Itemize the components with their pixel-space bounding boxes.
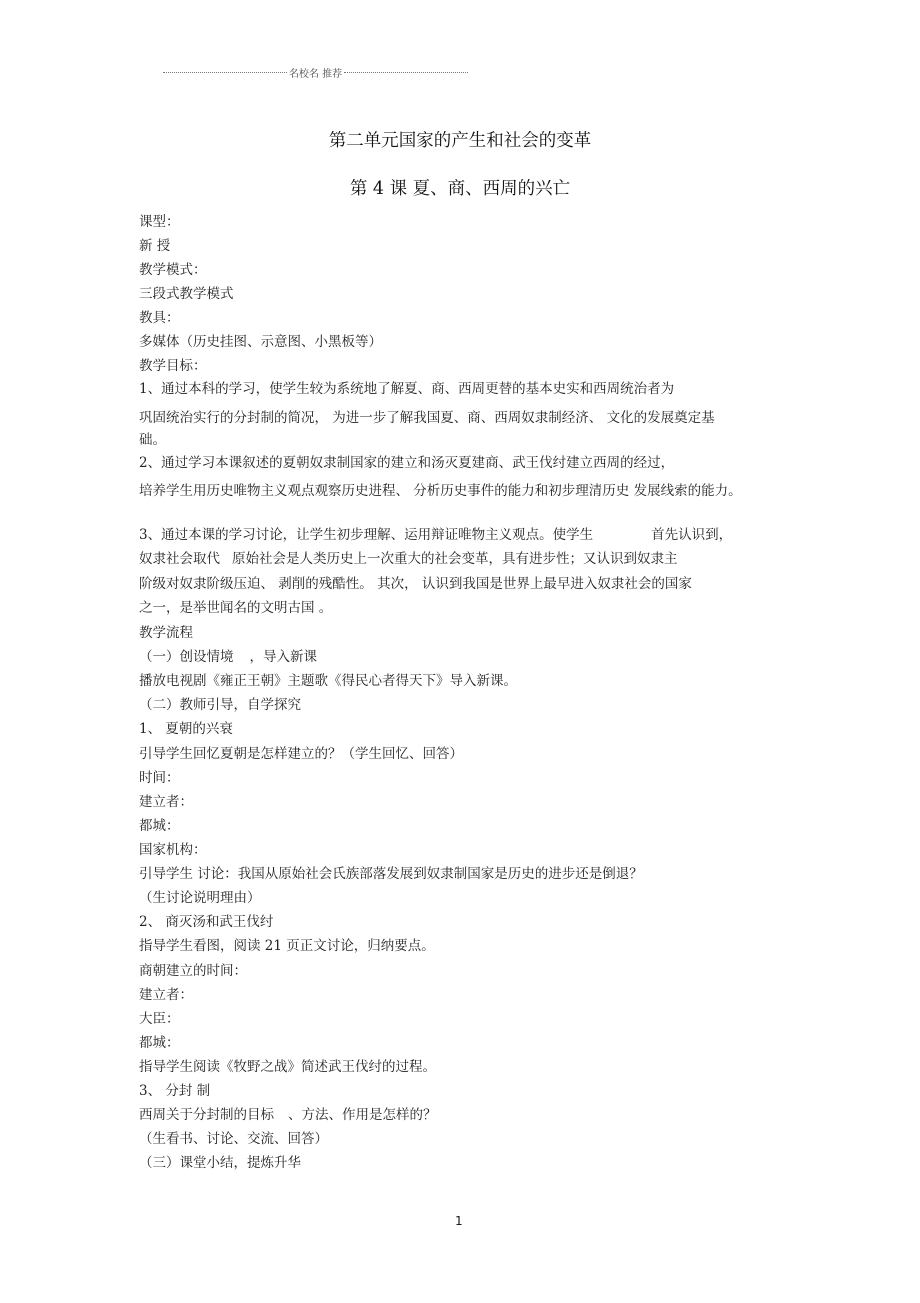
text-fragment: 3、通过本课的学习讨论，让学生初步理解、运用辩证唯物主义观点。使学生 — [139, 527, 594, 543]
text-line: 建立者： — [139, 794, 193, 810]
page-header — [163, 65, 468, 80]
text-line: 巩固统治实行的分封制的简况， 为进一步了解我国夏、商、西周奴隶制经济、 文化的发展奠定基 — [139, 410, 715, 426]
text-line: 2、 商灭汤和武王伐纣 — [139, 914, 274, 930]
text-fragment: 首先认识到， — [651, 527, 733, 543]
text-line: 教学目标： — [139, 358, 207, 374]
text-line: 国家机构： — [139, 842, 207, 858]
text-line — [139, 551, 678, 567]
text-line: 引导学生回忆夏朝是怎样建立的？（学生回忆、回答） — [139, 746, 463, 762]
unit-title: 第二单元国家的产生和社会的变革 — [328, 131, 592, 151]
text-line: 都城： — [139, 1035, 180, 1051]
text-line: 指导学生阅读《牧野之战》简述武王伐纣的过程。 — [139, 1059, 436, 1075]
text-line: 多媒体（历史挂图、示意图、小黑板等） — [139, 334, 382, 350]
text-line — [139, 649, 317, 665]
text-line: 阶级对奴隶阶级压迫、 剥削的残酷性。 其次， 认识到我国是世界上最早进入奴隶社会的国家 — [139, 576, 692, 592]
text-line: 大臣： — [139, 1011, 180, 1027]
text-line: 之一，是举世闻名的文明古国 。 — [139, 600, 333, 616]
text-line: 播放电视剧《雍正王朝》主题歌《得民心者得天下》导入新课。 — [139, 673, 517, 689]
text-line: 建立者： — [139, 987, 193, 1003]
text-line: 时间： — [139, 770, 180, 786]
text-line: 1、 夏朝的兴衰 — [139, 721, 233, 737]
text-line: 培养学生用历史唯物主义观点观察历史进程、 分析历史事件的能力和初步理清历史 发展线索的能力。 — [139, 483, 742, 499]
text-line — [139, 1107, 437, 1123]
text-fragment: 西周关于分封制的目标 — [139, 1107, 274, 1123]
text-line: 2、通过学习本课叙述的夏朝奴隶制国家的建立和汤灭夏建商、武王伐纣建立西周的经过， — [139, 455, 675, 471]
text-line: 指导学生看图，阅读 21 页正文讨论，归纳要点。 — [139, 938, 435, 954]
text-fragment: ，导入新课 — [249, 649, 317, 665]
text-line: 教学流程 — [139, 625, 193, 641]
text-fragment: 原始社会是人类历史上一次重大的社会变革，具有进步性；又认识到奴隶主 — [232, 551, 678, 567]
text-line: 课型： — [139, 214, 180, 230]
text-line — [139, 527, 732, 543]
header-dotted-rule-left — [163, 72, 287, 73]
text-line: 教具： — [139, 310, 180, 326]
lesson-title: 第 4 课 夏、商、西周的兴亡 — [349, 179, 571, 199]
text-line: 都城： — [139, 818, 180, 834]
text-line: 教学模式： — [139, 262, 207, 278]
text-line: （生看书、讨论、交流、回答） — [139, 1131, 328, 1147]
text-line: 新 授 — [139, 238, 171, 254]
header-dotted-rule-right — [344, 72, 468, 73]
page-number: 1 — [455, 1214, 463, 1228]
text-line: （二）教师引导，自学探究 — [139, 697, 301, 713]
text-line: 引导学生 讨论：我国从原始社会氏族部落发展到奴隶制国家是历史的进步还是倒退？ — [139, 866, 643, 882]
text-line: 1、通过本科的学习，使学生较为系统地了解夏、商、西周更替的基本史实和西周统治者为 — [139, 381, 675, 397]
text-line: （生讨论说明理由） — [139, 890, 261, 906]
text-fragment: 奴隶社会取代 — [139, 551, 220, 567]
text-line: 3、 分封 制 — [139, 1083, 211, 1099]
header-text: 名校名 推荐 — [288, 69, 343, 80]
text-line: 商朝建立的时间： — [139, 963, 247, 979]
text-fragment: 、方法、作用是怎样的？ — [288, 1107, 437, 1123]
text-line: 三段式教学模式 — [139, 286, 234, 302]
text-fragment: （一）创设情境 — [139, 649, 234, 665]
text-line: 础。 — [139, 432, 166, 448]
text-line: （三）课堂小结，提炼升华 — [139, 1155, 301, 1171]
